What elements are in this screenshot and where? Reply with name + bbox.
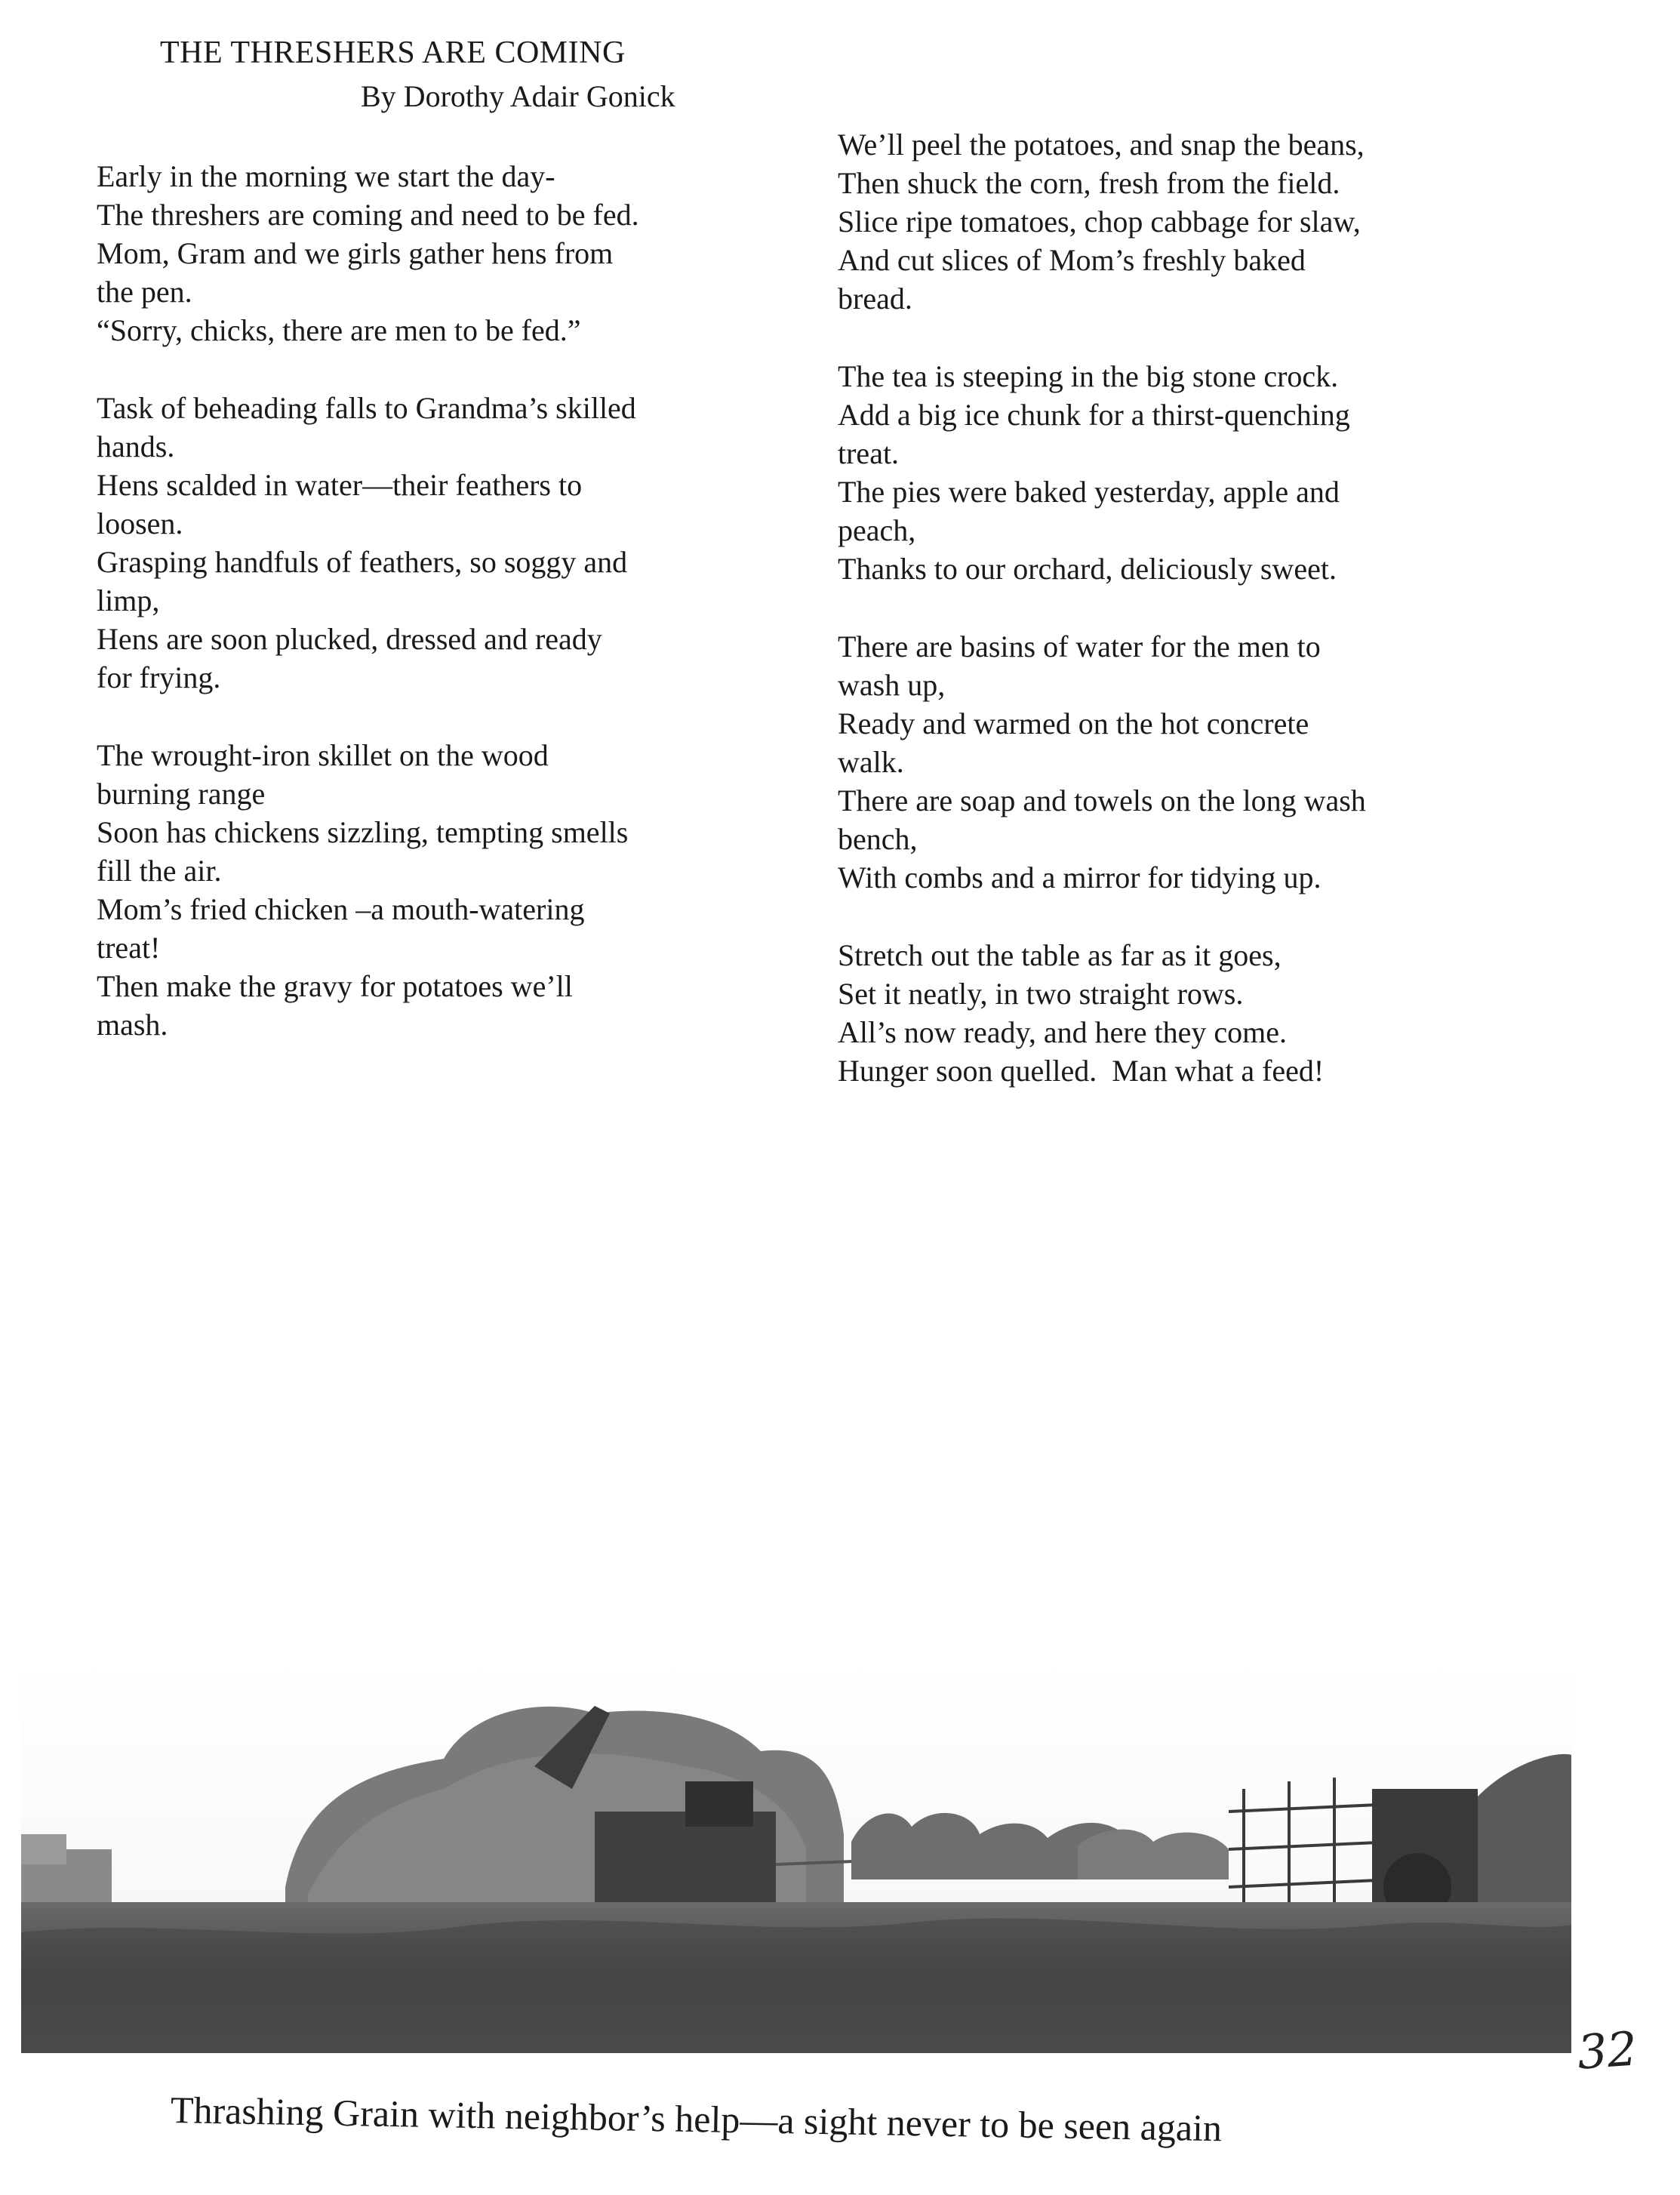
poem-line: We’ll peel the potatoes, and snap the beans, xyxy=(838,128,1365,162)
stanza xyxy=(838,357,1502,588)
poem-line: bench, xyxy=(838,822,918,856)
poem-line: Then make the gravy for potatoes we’ll xyxy=(97,969,573,1003)
poem-line: wash up, xyxy=(838,668,946,702)
poem-column-left xyxy=(97,157,761,1083)
poem-line: mash. xyxy=(97,1008,168,1042)
poem-line: fill the air. xyxy=(97,854,222,888)
poem-line: “Sorry, chicks, there are men to be fed.” xyxy=(97,313,581,347)
poem-line: Hens scalded in water—their feathers to xyxy=(97,468,583,502)
threshing-photo xyxy=(21,1661,1571,2053)
poem-line: limp, xyxy=(97,583,160,617)
poem-line: Stretch out the table as far as it goes, xyxy=(838,938,1282,972)
poem-line: the pen. xyxy=(97,275,192,309)
poem-line: Task of beheading falls to Grandma’s skilled xyxy=(97,391,636,425)
poem-line: Early in the morning we start the day- xyxy=(97,159,555,193)
poem-line: And cut slices of Mom’s freshly baked xyxy=(838,243,1306,277)
poem-line: All’s now ready, and here they come. xyxy=(838,1015,1287,1049)
stanza xyxy=(97,736,761,1044)
poem-line: treat. xyxy=(838,436,900,470)
poem-line: Add a big ice chunk for a thirst-quenching xyxy=(838,398,1350,432)
poem-line: Thanks to our orchard, deliciously sweet. xyxy=(838,552,1337,586)
stanza xyxy=(838,125,1502,318)
poem-line: With combs and a mirror for tidying up. xyxy=(838,860,1322,894)
poem-line: for frying. xyxy=(97,660,221,694)
poem-line: peach, xyxy=(838,513,916,547)
poem-line: Then shuck the corn, fresh from the field. xyxy=(838,166,1340,200)
poem-line: Soon has chickens sizzling, tempting smells xyxy=(97,815,629,849)
poem-line: hands. xyxy=(97,429,175,463)
stanza xyxy=(838,627,1502,897)
poem-author: By Dorothy Adair Gonick xyxy=(361,79,675,113)
poem-line: Grasping handfuls of feathers, so soggy and xyxy=(97,545,628,579)
poem-line: treat! xyxy=(97,931,161,965)
poem-line: walk. xyxy=(838,745,904,779)
poem-line: Slice ripe tomatoes, chop cabbage for slaw, xyxy=(838,205,1361,239)
poem-line: There are basins of water for the men to xyxy=(838,630,1321,663)
poem-line: There are soap and towels on the long wash xyxy=(838,783,1366,817)
stanza xyxy=(838,936,1502,1090)
poem-line: Ready and warmed on the hot concrete xyxy=(838,707,1309,740)
poem-line: Hens are soon plucked, dressed and ready xyxy=(97,622,602,656)
poem-line: The threshers are coming and need to be fed. xyxy=(97,198,639,232)
poem-line: loosen. xyxy=(97,506,183,540)
stanza xyxy=(97,157,761,349)
poem-line: The tea is steeping in the big stone crock. xyxy=(838,359,1339,393)
poem-line: burning range xyxy=(97,777,266,811)
page-number: 32 xyxy=(1575,2021,1639,2080)
poem-title: THE THRESHERS ARE COMING xyxy=(160,35,626,70)
poem-line: The pies were baked yesterday, apple and xyxy=(838,475,1340,509)
poem-line: The wrought-iron skillet on the wood xyxy=(97,738,549,772)
poem-column-right xyxy=(838,125,1502,1129)
poem-line: Mom’s fried chicken –a mouth-watering xyxy=(97,892,585,926)
stanza xyxy=(97,389,761,697)
poem-line: Hunger soon quelled. Man what a feed! xyxy=(838,1054,1325,1088)
poem-line: bread. xyxy=(838,282,912,316)
poem-line: Mom, Gram and we girls gather hens from xyxy=(97,236,614,270)
photo-caption: Thrashing Grain with neighbor’s help—a sight never to be seen again xyxy=(170,2089,1223,2150)
threshing-photo-icon xyxy=(21,1661,1571,2053)
poem-line: Set it neatly, in two straight rows. xyxy=(838,977,1244,1011)
